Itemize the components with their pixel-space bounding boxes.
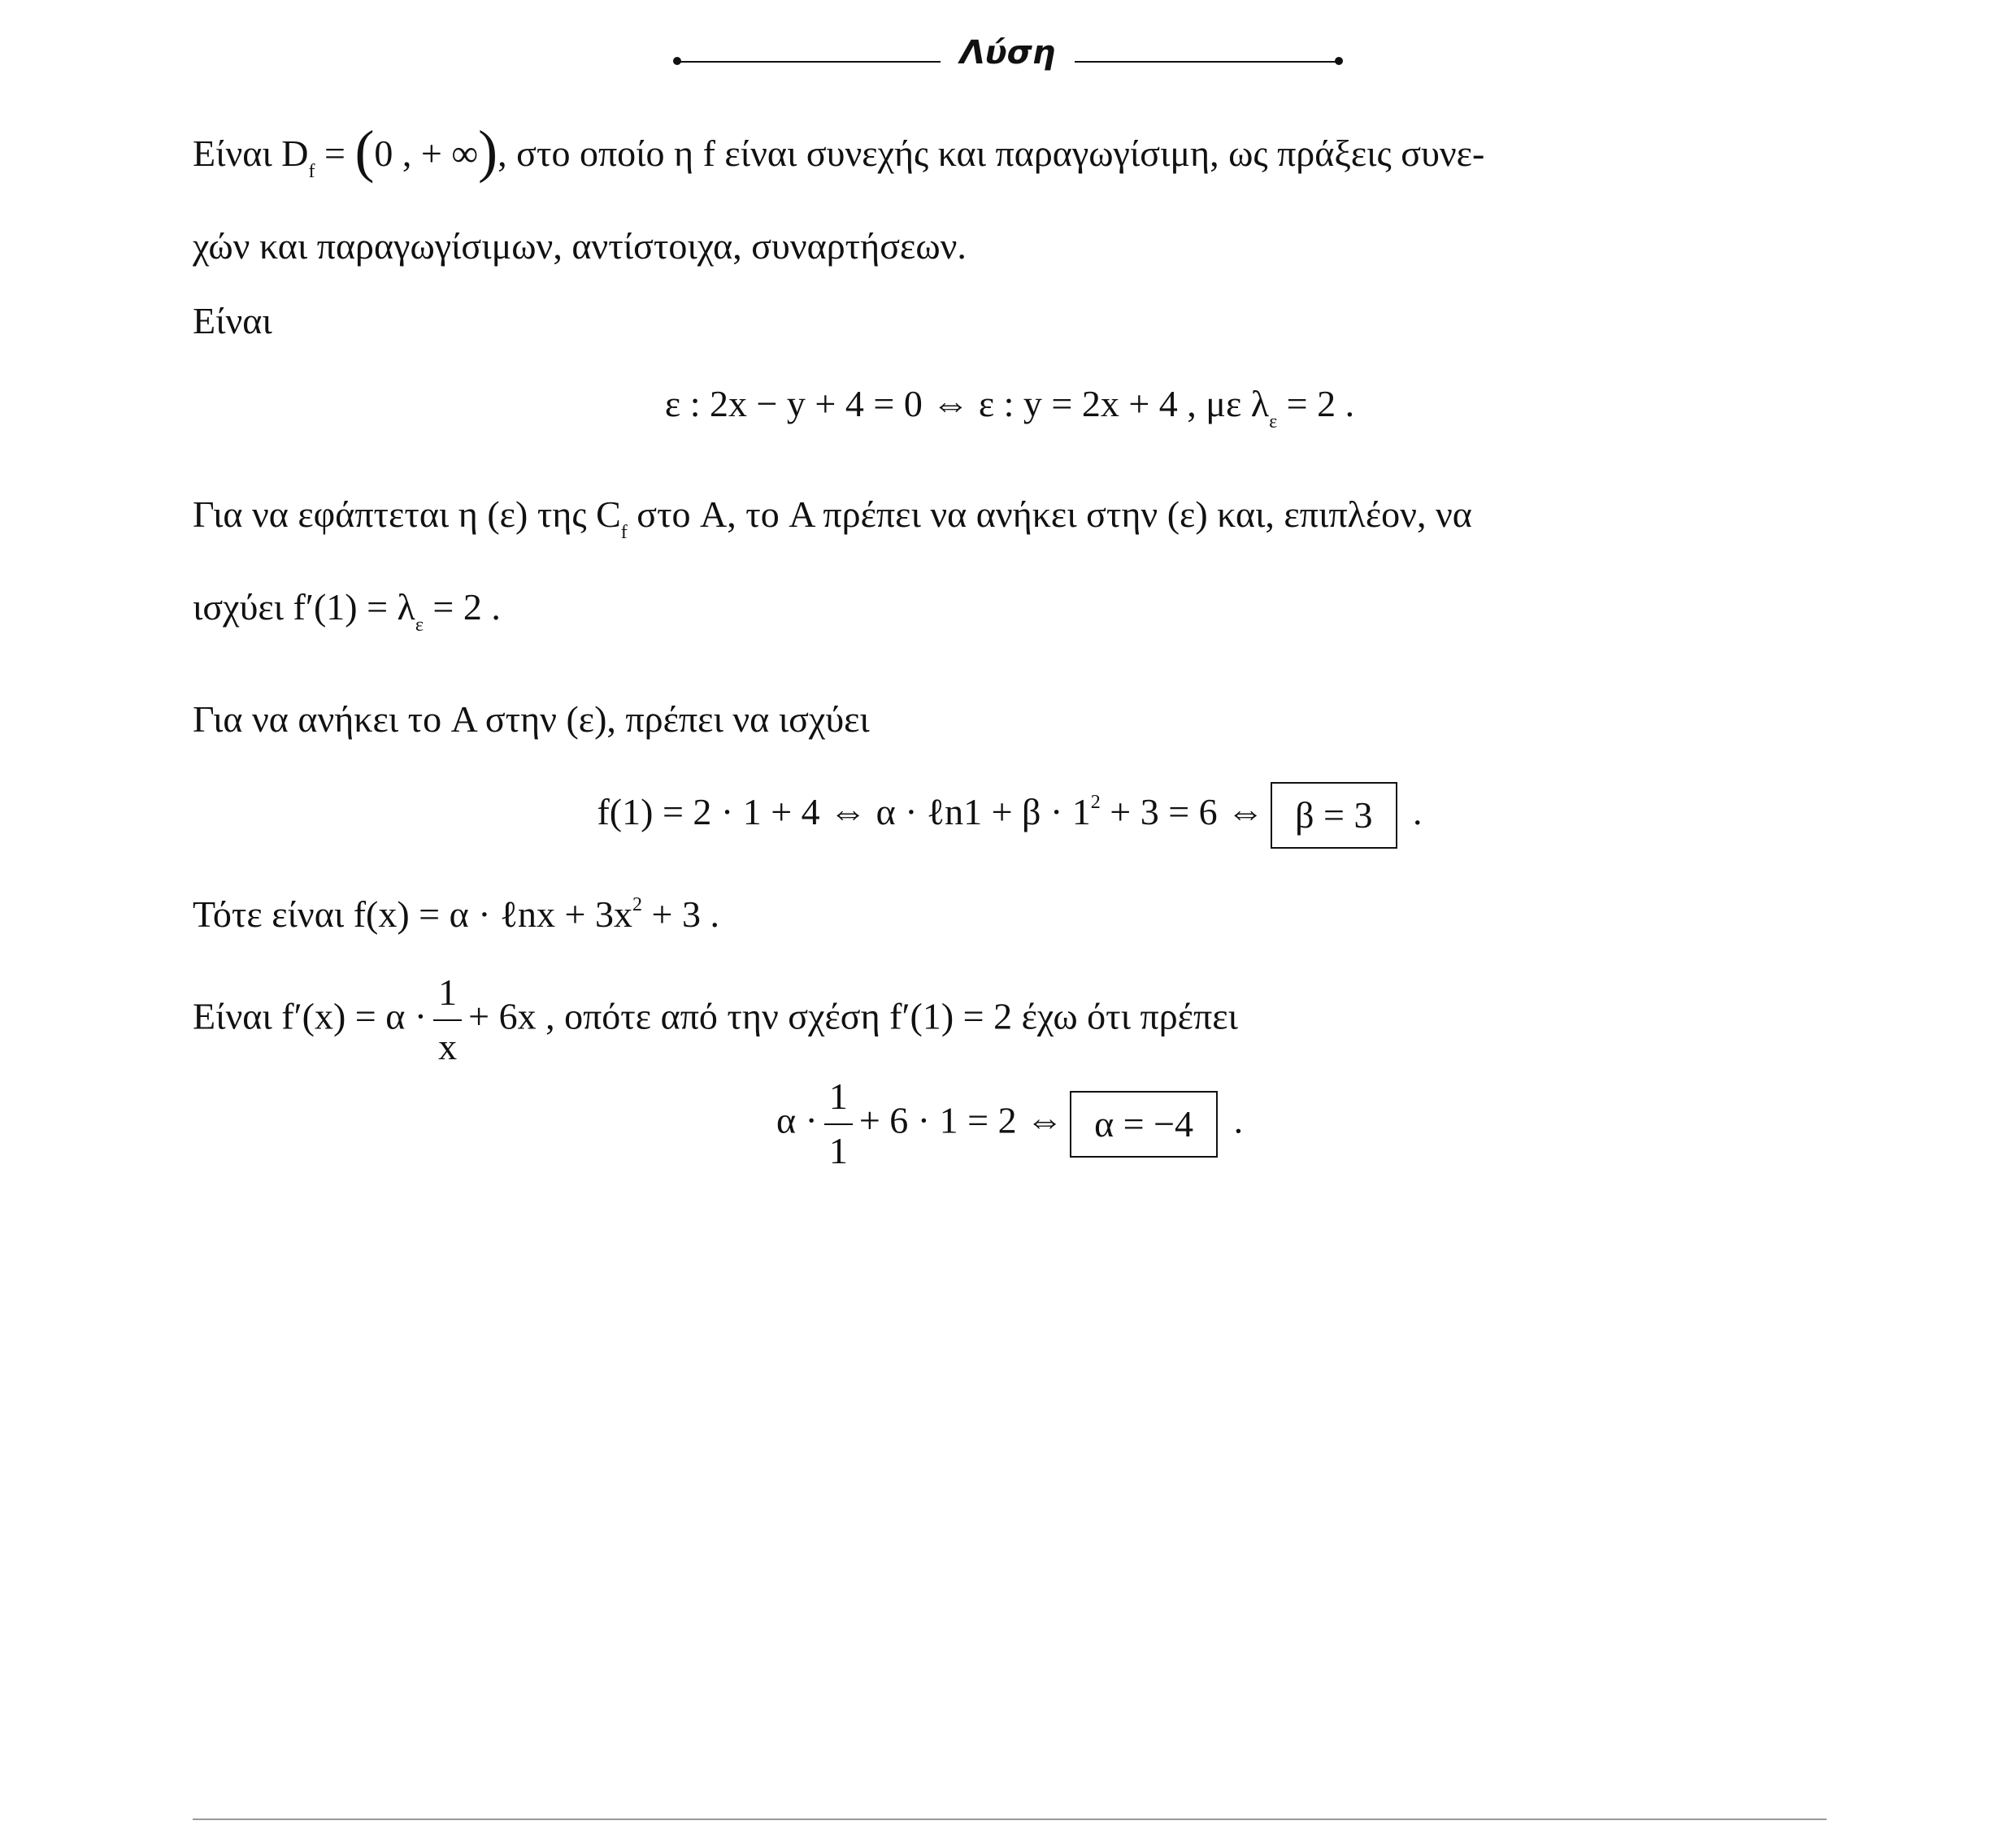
equation-text: = 2 . [1277, 383, 1355, 424]
fraction-denominator: x [438, 1025, 458, 1067]
header-right-dot [1335, 57, 1343, 65]
text-segment: Για να εφάπτεται η (ε) της C [193, 493, 621, 535]
text-segment: = 2 . [423, 586, 501, 628]
paragraph-point-on-line: Για να ανήκει το A στην (ε), πρέπει να ισχύει [193, 698, 870, 740]
page-title: Λύση [959, 34, 1056, 72]
text-segment: + 3 . [642, 893, 719, 935]
paragraph-function [193, 867, 1827, 952]
text-segment: + 6x , οπότε από την σχέση f′(1) = 2 έχω ότι πρέπει [468, 995, 1238, 1037]
equals-sign: = [315, 133, 355, 174]
superscript: 2 [1090, 792, 1101, 813]
text-segment: ισχύει f′(1) = λ [193, 586, 415, 628]
equation-alpha [193, 1075, 1827, 1173]
text-segment: Είναι f′(x) = α · [193, 995, 428, 1037]
equation-text: + 6 · 1 = 2 ⇔ [858, 1099, 1064, 1141]
fraction-denominator: 1 [828, 1129, 848, 1171]
header-left-rule [676, 61, 941, 63]
paragraph-domain [193, 114, 1827, 284]
paragraph-einai: Είναι [193, 300, 272, 341]
text-segment: χών και παραγωγίσιμων, αντίστοιχα, συναρτήσεων. [193, 225, 967, 267]
text-segment: στο A, το A πρέπει να ανήκει στην (ε) και, επιπλέον, να [627, 493, 1472, 535]
equation-beta [193, 763, 1827, 851]
boxed-result-beta: β = 3 [1271, 782, 1397, 849]
text-segment: Είναι [193, 133, 282, 174]
solution-body [193, 114, 1827, 1189]
equation-text: α · [776, 1099, 818, 1141]
footer-divider [193, 1818, 1827, 1820]
interval-content: 0 , + ∞ [374, 133, 479, 174]
fraction [433, 971, 462, 1069]
equation-text: + 3 = 6 ⇔ [1100, 791, 1265, 832]
boxed-result-alpha: α = −4 [1070, 1091, 1218, 1158]
header-right-rule [1075, 61, 1339, 63]
subscript: f [620, 522, 628, 543]
superscript: 2 [632, 894, 642, 915]
page-header [667, 34, 1349, 83]
equation-tangent-line [193, 365, 1827, 461]
open-paren: ( [354, 119, 375, 184]
equation-text: . [1403, 791, 1423, 832]
equation-text: f(1) = 2 · 1 + 4 ⇔ α · ℓn1 + β · 1 [597, 791, 1091, 832]
paragraph-tangency-condition [193, 477, 1827, 663]
close-paren: ) [478, 119, 498, 184]
text-segment: , στο οποίο η f είναι συνεχής και παραγωγίσιμη, ως πράξεις συνε- [497, 133, 1485, 174]
subscript: ε [1269, 411, 1278, 432]
equation-text: . [1224, 1099, 1244, 1141]
domain-symbol: D [281, 133, 309, 174]
subscript: f [308, 161, 315, 182]
subscript: ε [415, 615, 424, 636]
text-segment: Τότε είναι f(x) = α · ℓnx + 3x [193, 893, 632, 935]
fraction [824, 1075, 853, 1173]
fraction-numerator: 1 [433, 971, 462, 1021]
fraction-numerator: 1 [824, 1075, 853, 1125]
equation-text: ε : 2x − y + 4 = 0 ⇔ ε : y = 2x + 4 , με λ [664, 383, 1270, 424]
paragraph-derivative [193, 971, 1827, 1069]
